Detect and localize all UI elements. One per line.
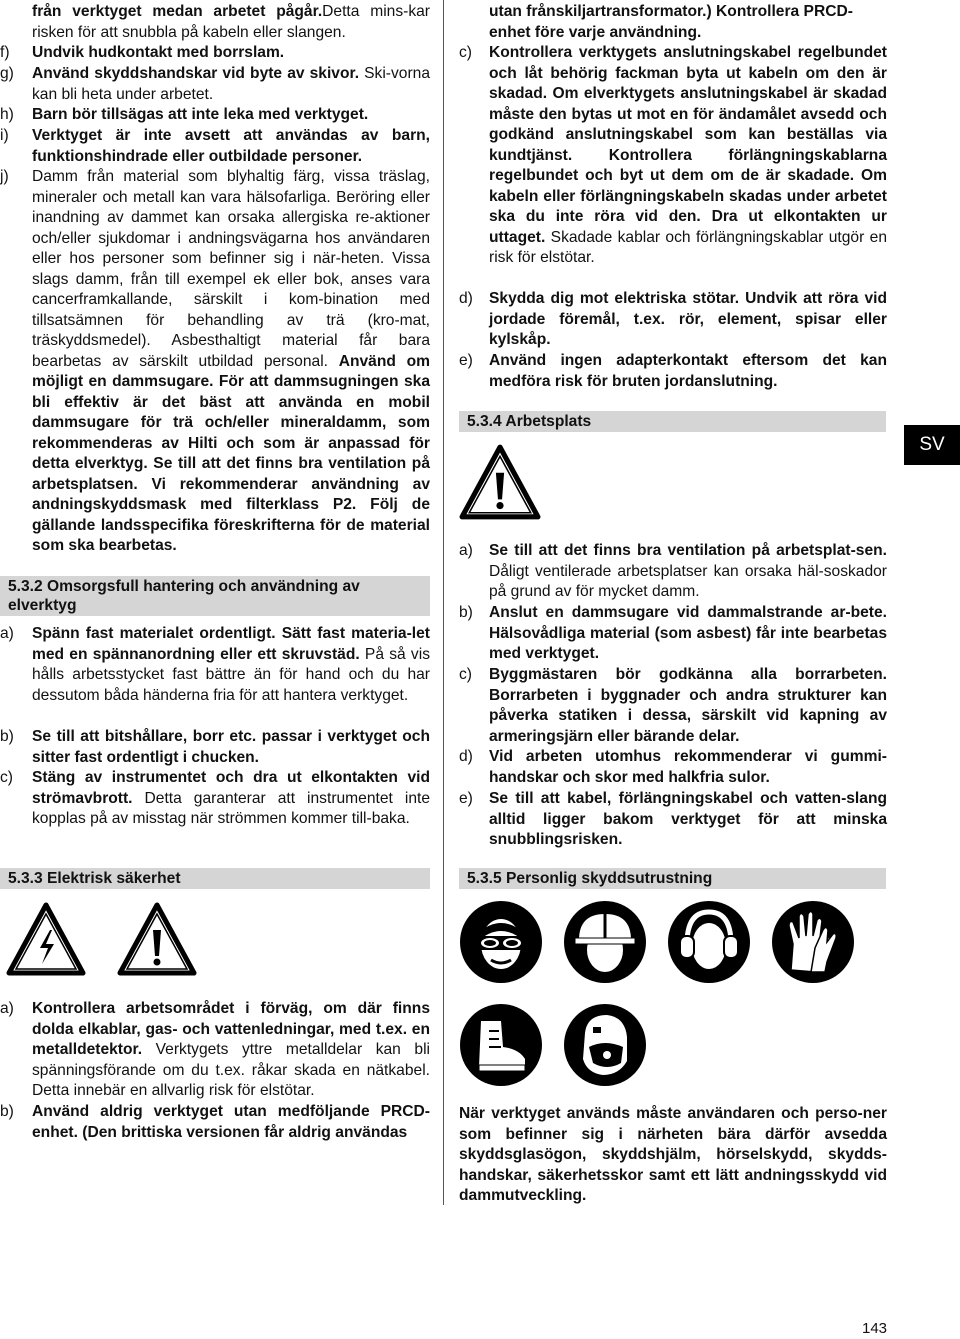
list-item-c-534: c) Byggmästaren bör godkänna alla borrarbeten. Borrarbeten i byggnader och andra strukturer kan påverka statiken i dessa, särskilt vid kapning av armeringsjärn eller bärande delar. bbox=[459, 666, 887, 745]
ppe-paragraph: När verktyget används måste användaren och perso-ner som befinner sig i närheten bära därför avsedda skyddsglasögon, skyddshjälm, hörselskydd, skydds-handskar, säkerhetsskor samt ett lätt andningsskydd vid dammutveckling. bbox=[459, 1105, 887, 1204]
list-item-b-534: b) Anslut en dammsugare vid dammalstrande ar-bete. Hälsovådliga material (som asbest) får inte bearbetas med verktyget. bbox=[459, 604, 887, 662]
section-heading-532: 5.3.2 Omsorgsfull hantering och användning av elverktyg bbox=[0, 576, 430, 616]
list-item-continuation-right: utan frånskiljartransformator.) Kontrollera PRCD-enhet före varje användning. bbox=[489, 3, 853, 41]
list-item-b-533: b) Använd aldrig verktyget utan medföljande PRCD-enhet. (Den brittiska versionen får aldrig användas bbox=[0, 1103, 430, 1141]
general-warning-icon bbox=[459, 444, 541, 520]
safety-shoes-icon bbox=[459, 1003, 543, 1087]
list-item-d-534: d) Vid arbeten utomhus rekommenderar vi gummi-handskar och skor med halkfria sulor. bbox=[459, 748, 887, 786]
safety-goggles-icon bbox=[459, 900, 543, 984]
list-item-b-532: b) Se till att bitshållare, borr etc. passar i verktyget och sitter fast ordentligt i chucken. bbox=[0, 728, 430, 766]
list-item-g: g) Använd skyddshandskar vid byte av skivor. Ski-vorna kan bli heta under arbetet. bbox=[0, 65, 430, 103]
electric-hazard-icon bbox=[6, 902, 86, 976]
list-item-a-533: a) Kontrollera arbetsområdet i förväg, om där finns dolda elkablar, gas- och vattenledningar, med t.ex. en metalldetektor. Verktygets yttre metalldelar kan bli spänningsförande om du t.ex. råkar skada en nätkabel. Detta innebär en allvarlig risk för elstötar. bbox=[0, 1000, 430, 1099]
list-item-c-532: c) Stäng av instrumentet och dra ut elkontakten vid strömavbrott. Detta garanterar att instrumentet inte kopplas på av misstag när strömmen kommer till-baka. bbox=[0, 769, 430, 827]
list-item-continuation: från verktyget medan arbetet pågår.Detta mins-kar risken för att snubbla på kabeln eller slangen. bbox=[32, 3, 430, 41]
section-heading-533: 5.3.3 Elektrisk säkerhet bbox=[0, 868, 430, 889]
column-divider bbox=[443, 0, 444, 1205]
list-item-e: e) Använd ingen adapterkontakt eftersom det kan medföra risk för bruten jordanslutning. bbox=[459, 352, 887, 390]
respirator-icon bbox=[563, 1003, 647, 1087]
general-warning-icon bbox=[117, 902, 197, 976]
list-item-a-534: a) Se till att det finns bra ventilation på arbetsplat-sen. Dåligt ventilerade arbetsplatser kan orsaka häl-soskador på grund av för mycket damm. bbox=[459, 542, 887, 600]
list-item-a-532: a) Spänn fast materialet ordentligt. Sätt fast materia-let med en spännanordning eller ett skruvstäd. På så vis hålls arbetsstycket fast bättre än för hand och du har dessutom båda händerna fria för att hantera verktyget. bbox=[0, 625, 430, 704]
hard-hat-icon bbox=[563, 900, 647, 984]
list-item-f: f) Undvik hudkontakt med borrslam. bbox=[0, 44, 285, 61]
list-item-e-534: e) Se till att kabel, förlängningskabel och vatten-slang alltid ligger bakom verktyget för att minska snubblingsrisken. bbox=[459, 790, 887, 848]
gloves-icon bbox=[771, 900, 855, 984]
list-item-c: c) Kontrollera verktygets anslutningskabel regelbundet och låt behörig fackman byta ut kabeln om den är skadad. Om elverktygets anslutningskabel är skadad måste den bytas ut mot en för ändamålet avsedd och godkänd anslutningskabel som kan beställas via kundtjänst. Kontrollera förlängningskablarna regelbundet och byt ut dem om de är skadade. Om kabeln eller förlängningskabeln skadas under arbetet ska du inte röra vid den. Dra ut elkontakten ur uttaget. Skadade kablar och förlängningskablar utgör en risk för elstötar. bbox=[459, 44, 887, 266]
list-item-j: j) Damm från material som blyhaltig färg, vissa träslag, mineraler och metall kan vara hälsofarliga. Beröring eller inandning av dammet kan orsaka allergiska re-aktioner och/eller sjukdomar i andningsvägarna hos användaren eller hos personer som befinner sig i när-heten. Vissa slags damm, från till exempel ek eller bok, anses vara cancerframkallande, särskilt i kom-bination med tillsatsämnen för behandling av trä (kro-mat, träskyddsmedel). Asbesthaltigt material får bara bearbetas av särskilt utbildad personal. Använd om möjligt en dammsugare. För att dammsugningen ska bli effektiv är det bäst att använda en mobil dammsugare för trä och/eller mineraldamm, som rekommenderas av Hilti och som är anpassad för detta elverktyg. Se till att det finns bra ventilation på arbetsplatsen. Vi rekommenderar användning av andningskyddsmask med filterklass P2. Följ de gällande landsspecifika föreskrifterna för de material som ska bearbetas. bbox=[0, 168, 431, 554]
language-tab: SV bbox=[904, 425, 960, 465]
ear-protection-icon bbox=[667, 900, 751, 984]
list-item-d: d) Skydda dig mot elektriska stötar. Undvik att röra vid jordade föremål, t.ex. rör, element, spisar eller kylskåp. bbox=[459, 290, 887, 348]
list-item-h: h) Barn bör tillsägas att inte leka med verktyget. bbox=[0, 106, 369, 123]
section-heading-535: 5.3.5 Personlig skyddsutrustning bbox=[459, 868, 886, 889]
section-heading-534: 5.3.4 Arbetsplats bbox=[459, 411, 886, 432]
page-number: 143 bbox=[862, 1320, 888, 1337]
list-item-i: i) Verktyget är inte avsett att användas av barn, funktionshindrade eller outbildade personer. bbox=[0, 127, 430, 165]
